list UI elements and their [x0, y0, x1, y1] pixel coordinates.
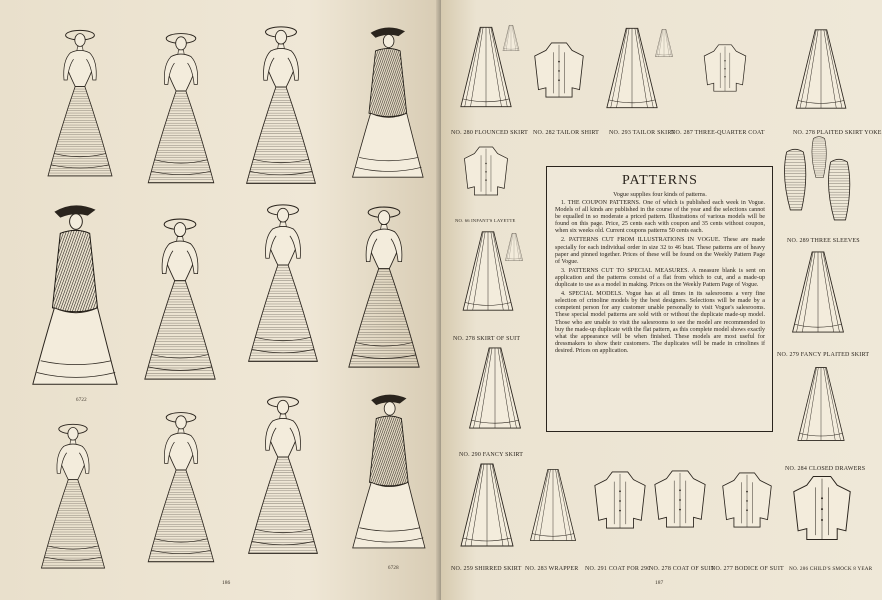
caption-childs-smock: NO. 286 CHILD'S SMOCK 8 YEAR: [789, 566, 873, 572]
caption-coat-of-suit: NO. 278 COAT OF SUIT: [649, 566, 715, 572]
sketch-shirred-skirt: [455, 460, 519, 550]
caption-skirt-of-suit: NO. 278 SKIRT OF SUIT: [453, 336, 521, 342]
sketch-plaited-skirt-yoke: [789, 26, 853, 112]
patterns-title: PATTERNS: [622, 173, 698, 188]
caption-infants-layette: NO. 66 INFANT'S LAYETTE: [455, 218, 516, 223]
caption-wrapper: NO. 283 WRAPPER: [525, 566, 579, 572]
fashion-figure-jacket-suit: [346, 20, 428, 190]
fashion-figure-ruffled-gown: [240, 196, 326, 372]
patterns-paragraph-special-measures: 3. PATTERNS CUT TO SPECIAL MEASURES. A measure blank is sent on application and the patterns consist of a flat from which to cut, and a made-up duplicate to use as a model in making. Prices on the Weekly Pattern Page of Vogue.: [555, 267, 765, 289]
fashion-figure-dark-cloak: [346, 384, 430, 564]
sketch-sleeve: [781, 142, 809, 220]
left-page-number: 186: [222, 580, 231, 586]
sketch-fancy-skirt: [455, 344, 535, 432]
sketch-coat-of-suit: [651, 462, 709, 536]
patterns-intro: Vogue supplies four kinds of patterns.: [613, 191, 707, 198]
right-page-number: 187: [655, 580, 664, 586]
sketch-three-quarter-coat: [701, 24, 749, 112]
patterns-paragraph-special-models: 4. SPECIAL MODELS. Vogue has at all times in its salesrooms a very fine selection of crinoline models by the best designers. Selections will be made by a competent person for any customer unable personally to visit Vogue's salesrooms. These special model patterns are sold with or without the duplicate made-up model. Those who are unable to visit the salesrooms to see the model are recommended to buy the made-up duplicate with the flat pattern, as this complete model shows exactly what the appearance will be when finished. These models are most useful for dressmakers to show their customers. The duplicates will be made in crinolines if desired. Prices on application.: [555, 291, 765, 354]
fashion-figure-fur-coat: [24, 200, 124, 396]
sketch-closed-drawers: [787, 364, 855, 444]
sketch-coat-for-290: [591, 464, 649, 536]
patterns-paragraph-illustrations: 2. PATTERNS CUT FROM ILLUSTRATIONS IN VOGUE. These are made specially for each individual order in size 32 to 46 bust. These patterns are of heavy paper and pinned together. Prices of these will be found on the Weekly Pattern Page of Vogue.: [555, 237, 765, 265]
sketch-infants-layette: [453, 142, 519, 200]
caption-plaited-skirt-yoke: NO. 278 PLAITED SKIRT YOKE: [793, 130, 882, 136]
sketch-tailor-shirt: [531, 28, 587, 112]
caption-flounced-skirt: NO. 280 FLOUNCED SKIRT: [451, 130, 529, 136]
sketch-flounced-skirt-detail: [501, 24, 521, 52]
caption-fancy-plaited-skirt: NO. 279 FANCY PLAITED SKIRT: [777, 352, 870, 358]
plate-number: 6722: [76, 398, 87, 403]
fashion-figure-striped-gown: [240, 376, 326, 576]
sketch-skirt-of-suit-detail: [503, 232, 525, 262]
sketch-bodice-of-suit: [719, 460, 775, 540]
caption-closed-drawers: NO. 284 CLOSED DRAWERS: [785, 466, 866, 472]
fashion-figure-plaid-dress: [140, 400, 222, 576]
sketch-wrapper: [527, 460, 579, 550]
caption-tailor-skirt: NO. 293 TAILOR SKIRT: [609, 130, 676, 136]
fashion-figure-seated-lady: [30, 418, 116, 576]
fashion-figure-evening-gown: [140, 20, 222, 198]
sketch-sleeve: [825, 156, 853, 226]
caption-three-quarter-coat: NO. 287 THREE-QUARTER COAT: [671, 130, 765, 136]
caption-tailor-shirt: NO. 282 TAILOR SHIRT: [533, 130, 600, 136]
fashion-figure-opera-cloak: [134, 212, 226, 388]
caption-three-sleeves: NO. 289 THREE SLEEVES: [787, 238, 860, 244]
caption-fancy-skirt: NO. 290 FANCY SKIRT: [459, 452, 524, 458]
plate-number: 6728: [388, 566, 399, 571]
fashion-figure-walking-dress: [238, 20, 324, 192]
sketch-childs-smock: [789, 470, 855, 546]
fashion-figure-caped-gown: [40, 20, 120, 188]
patterns-info-box: [546, 166, 773, 432]
caption-bodice-of-suit: NO. 277 BODICE OF SUIT: [711, 566, 784, 572]
sketch-fancy-plaited-skirt: [785, 248, 851, 336]
sketch-tailor-skirt-detail: [653, 28, 675, 58]
caption-shirred-skirt: NO. 259 SHIRRED SKIRT: [451, 566, 522, 572]
fashion-figure-parasol-dress: [340, 200, 428, 376]
patterns-paragraph-coupon: 1. THE COUPON PATTERNS. One of which is published each week in Vogue. Models of all kinds are published in the course of the year and the selections cannot be equalled in so moderate a priced pattern. Illustrations of various models will be found on this page. Price, 25 cents each with coupon and 35 cents without coupon, when six weeks old. Current coupons patterns 50 cents each.: [555, 200, 765, 235]
caption-coat-for: NO. 291 COAT FOR 290: [585, 566, 651, 572]
